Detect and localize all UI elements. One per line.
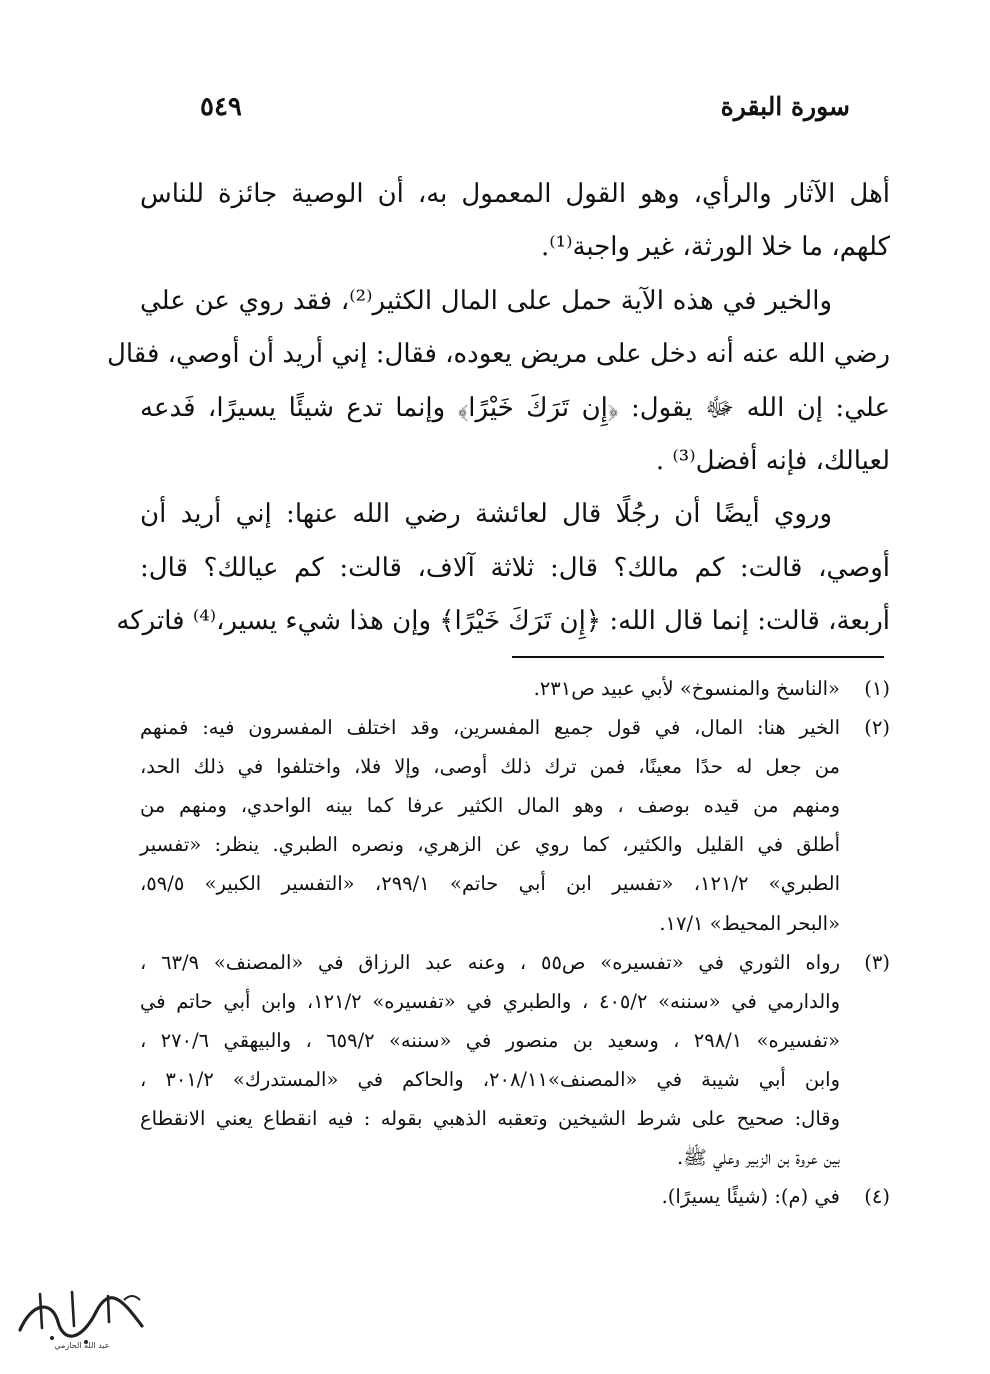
- footnote-line: بين عروة بن الزبير وعلي ﷺ.: [677, 1146, 840, 1170]
- footnotes: [140, 669, 890, 1216]
- footnote-line: وابن أبي شيبة في «المصنف»٢٠٨/١١، والحاكم في «المستدرك» ٣٠١/٢ ،: [140, 1067, 840, 1091]
- footnote-number: (٤): [864, 1185, 890, 1209]
- publisher-logo: [12, 1282, 152, 1352]
- footnote-line: «الناسخ والمنسوخ» لأبي عبيد ص٢٣١.: [533, 677, 840, 700]
- text-line: كلهم، ما خلا الورثة، غير واجبة⁽¹⁾.: [540, 232, 890, 263]
- footnote-separator: [512, 656, 884, 658]
- text-line: والخير في هذه الآية حمل على المال الكثير⁽²⁾، فقد روي عن علي: [140, 285, 833, 316]
- text-line: رضي الله عنه أنه دخل على مريض يعوده، فقال: إني أريد أن أوصي، فقال: [106, 339, 890, 370]
- text-line: لعيالك، فإنه أفضل⁽³⁾ .: [655, 445, 890, 476]
- text-line: علي: إن الله ﷻ يقول: ﴿إِن تَرَكَ خَيْرًا﴾ وإنما تدع شيئًا يسيرًا، فَدعه: [140, 392, 890, 423]
- footnote-number: (٣): [864, 950, 890, 974]
- page-number: ٥٤٩: [200, 92, 242, 122]
- footnote-3: [140, 943, 890, 1178]
- footnote-line: الطبري» ١٢١/٢، «تفسير ابن أبي حاتم» ٢٩٩/١، «التفسير الكبير» ٥٩/٥،: [140, 872, 841, 896]
- footnote-line: الخير هنا: المال، في قول جميع المفسرين، وقد اختلف المفسرون فيه: فمنهم: [140, 716, 840, 740]
- text-line: وروي أيضًا أن رجُلًا قال لعائشة رضي الله عنها: إني أريد أن: [140, 499, 832, 530]
- footnote-number: (٢): [864, 716, 890, 740]
- text-line: أوصي، قالت: كم مالك؟ قال: ثلاثة آلاف، قالت: كم عيالك؟ قال:: [140, 552, 890, 583]
- text-line: أربعة، قالت: إنما قال الله: ﴿إِن تَرَكَ خَيْرًا﴾ وإن هذا شيء يسير،⁽⁴⁾ فاتركه: [116, 606, 890, 637]
- footnote-line: «تفسيره» ٢٩٨/١ ، وسعيد بن منصور في «سننه» ٦٥٩/٢ ، والبيهقي ٢٧٠/٦ ،: [140, 1028, 841, 1052]
- text-line: أهل الآثار والرأي، وهو القول المعمول به، أن الوصية جائزة للناس: [140, 179, 890, 209]
- logo-subtext: عبد الله الحازمي: [54, 1341, 110, 1350]
- footnote-line: أطلق في القليل والكثير، كما روي عن الزهري، ونصره الطبري. ينظر: «تفسير: [140, 833, 840, 857]
- footnote-line: من جعل له حدًا معينًا، فمن ترك ذلك أوصى، وإلا فلا، واختلفوا في ذلك الحد،: [140, 755, 840, 779]
- surah-title: سورة البقرة: [720, 92, 850, 121]
- page-header: [200, 92, 850, 132]
- footnote-line: في (م): (شيئًا يسيرًا).: [661, 1185, 840, 1209]
- footnote-line: ومنهم من قيده بوصف ، وهو المال الكثير عرفا كما بينه الواحدي، ومنهم من: [140, 794, 840, 818]
- footnote-2: [140, 708, 890, 943]
- footnote-4: [140, 1177, 890, 1216]
- footnote-1: [140, 669, 890, 708]
- footnote-line: «البحر المحيط» ١٧/١.: [659, 911, 840, 935]
- footnote-line: رواه الثوري في «تفسيره» ص٥٥ ، وعنه عبد الرزاق في «المصنف» ٦٣/٩ ،: [140, 950, 840, 974]
- main-text: [106, 168, 890, 649]
- footnote-line: والدارمي في «سننه» ٤٠٥/٢ ، والطبري في «تفسيره» ١٢١/٢، وابن أبي حاتم في: [140, 989, 840, 1013]
- footnote-number: (١): [864, 677, 890, 700]
- footnote-line: وقال: صحيح على شرط الشيخين وتعقبه الذهبي بقوله : فيه انقطاع يعني الانقطاع: [140, 1107, 840, 1131]
